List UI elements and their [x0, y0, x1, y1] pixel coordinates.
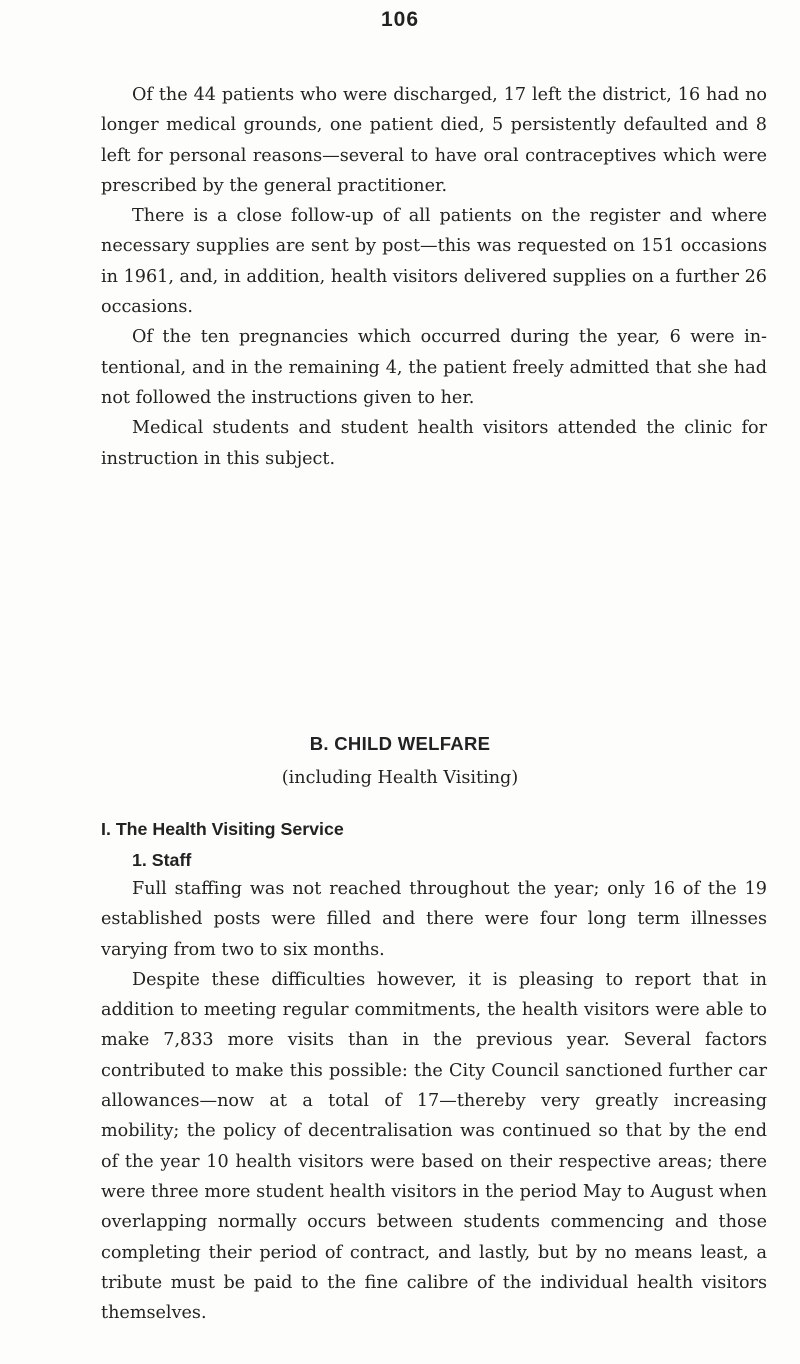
- follow-up-paragraph: There is a close follow-up of all patients on the register and where necessary supplies are sent by post—this was requested on 151 occasions in 1961, and, in addition, health visitors delivered supplies on a further 26 occasions.: [101, 206, 767, 318]
- staff-text: [101, 874, 767, 1328]
- students-paragraph: Medical students and student health visitors attended the clinic for instruction in this subject.: [101, 418, 767, 469]
- section-subtitle: (including Health Visiting): [281, 768, 519, 788]
- pregnancies-paragraph: Of the ten pregnancies which occurred during the year, 6 were intentional, and in the remaining 4, the patient freely admitted that she had not followed the instructions given to her.: [101, 327, 767, 408]
- section-title: B. CHILD WELFARE: [309, 733, 491, 754]
- health-visiting-service-heading: I. The Health Visiting Service: [101, 819, 344, 839]
- page-number: 106: [380, 8, 420, 31]
- visits-paragraph: Despite these difficulties however, it is pleasing to report that in addition to meeting regular commitments, the health visitors were able to make 7,833 more visits than in the previous year. Several factors contributed to make this possible: the City Council sanctioned further car allowances—now at a total of 17—thereby very greatly increasing mobility; the policy of decentralisation was continued so that by the end of the year 10 health visitors were based on their respective areas; there were three more student health visitors in the period May to August when overlapping normally occurs between students commencing and those completing their period of contract, and lastly, but by no means least, a tribute must be paid to the fine calibre of the individual health visitors themselves.: [101, 969, 767, 1324]
- staff-heading: 1. Staff: [132, 850, 192, 870]
- discharged-patients-paragraph: Of the 44 patients who were discharged, 17 left the district, 16 had no longer medical grounds, one patient died, 5 persistently defaulted and 8 left for personal reasons—several to have oral contraceptives which were prescribed by the general practitioner.: [101, 85, 767, 196]
- family-planning-text: [101, 80, 767, 474]
- staffing-paragraph: Full staffing was not reached throughout the year; only 16 of the 19 established posts were filled and there were four long term illnesses varying from two to six months.: [101, 879, 767, 960]
